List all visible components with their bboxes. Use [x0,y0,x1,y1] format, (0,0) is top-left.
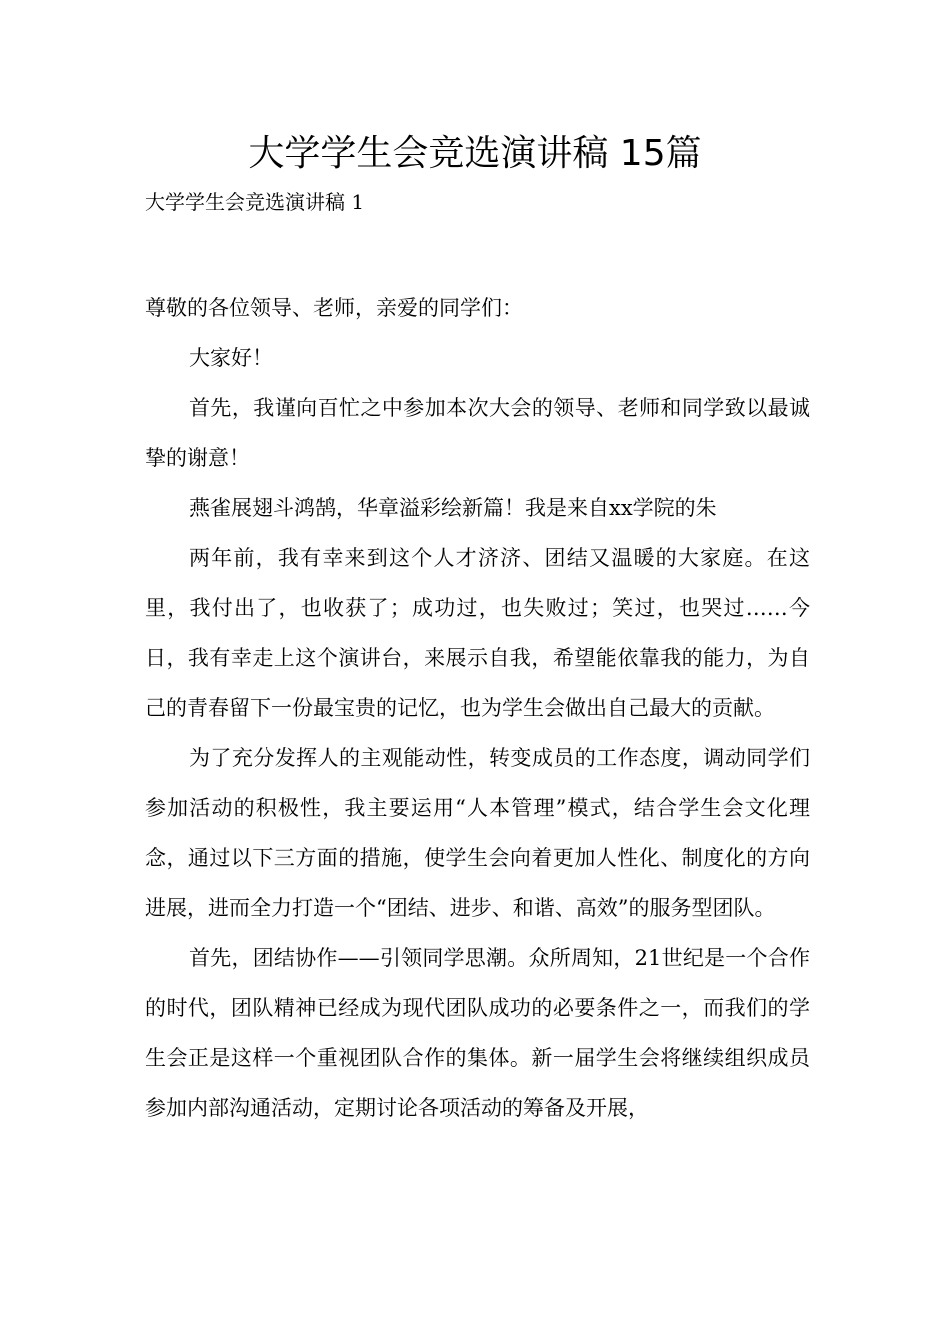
body-paragraph: 首先，我谨向百忙之中参加本次大会的领导、老师和同学致以最诚挚的谢意！ [145,396,810,470]
body-paragraph: 燕雀展翅斗鸿鹄，华章溢彩绘新篇！我是来自xx学院的朱 [189,496,717,520]
body-paragraph: 两年前，我有幸来到这个人才济济、团结又温暖的大家庭。在这里，我付出了，也收获了；成功过，也失败过；笑过，也哭过……今日，我有幸走上这个演讲台，来展示自我，希望能依靠我的能力，为自己的青春留下一份最宝贵的记忆，也为学生会做出自己最大的贡献。 [145,546,810,720]
greeting-paragraph: 大家好！ [189,346,273,370]
document-body [145,283,810,1133]
section-heading: 大学学生会竞选演讲稿 1 [145,190,365,214]
salutation-paragraph: 尊敬的各位领导、老师，亲爱的同学们： [145,296,523,320]
document-title: 大学学生会竞选演讲稿 15篇 [248,133,702,174]
body-paragraph: 为了充分发挥人的主观能动性，转变成员的工作态度，调动同学们参加活动的积极性，我主要运用“人本管理”模式，结合学生会文化理念，通过以下三方面的措施，使学生会向着更加人性化、制度化的方向进展，进而全力打造一个“团结、进步、和谐、高效”的服务型团队。 [145,746,810,920]
body-paragraph: 首先，团结协作——引领同学思潮。众所周知，21世纪是一个合作的时代，团队精神已经成为现代团队成功的必要条件之一，而我们的学生会正是这样一个重视团队合作的集体。新一届学生会将继续组织成员参加内部沟通活动，定期讨论各项活动的筹备及开展， [145,946,810,1120]
